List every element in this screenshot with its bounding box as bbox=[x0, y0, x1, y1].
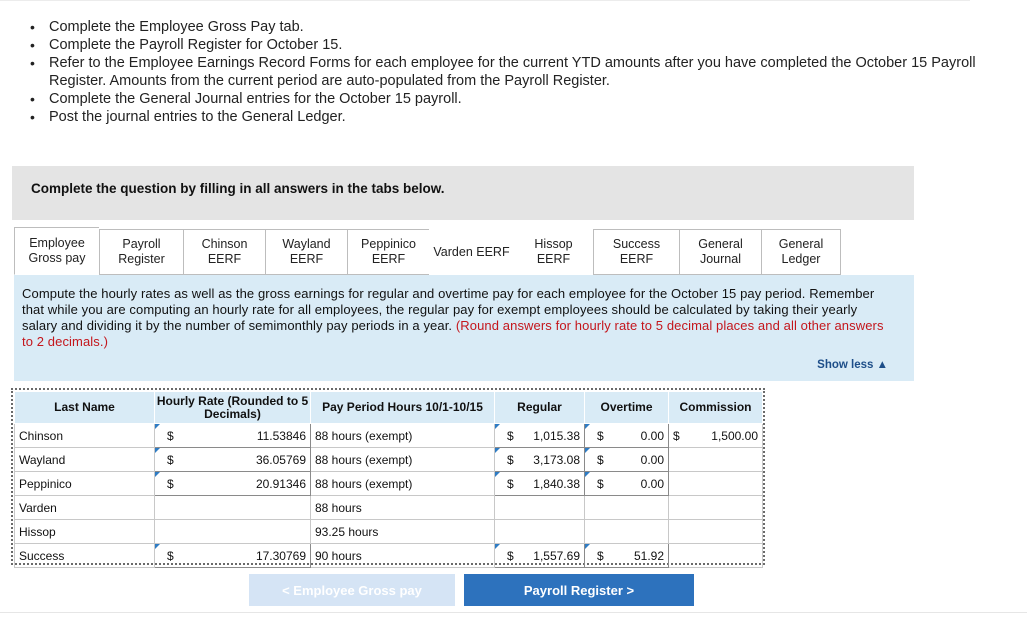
commission-cell bbox=[669, 424, 763, 448]
banner-text: Complete the question by filling in all answers in the tabs below. bbox=[31, 181, 445, 196]
instruction-item: • Post the journal entries to the General Ledger. bbox=[28, 108, 988, 126]
hourly-rate-input[interactable] bbox=[155, 424, 311, 448]
tab-hissop-eerf[interactable]: Hissop EERF bbox=[514, 229, 593, 275]
currency-symbol: $ bbox=[673, 429, 680, 443]
hourly-rate-input[interactable] bbox=[155, 520, 311, 544]
regular-input[interactable] bbox=[495, 544, 585, 568]
overtime-input[interactable] bbox=[585, 520, 669, 544]
table-row bbox=[15, 544, 763, 568]
instructions-list bbox=[28, 18, 988, 126]
hours-cell: 88 hours (exempt) bbox=[311, 448, 495, 472]
table-row bbox=[15, 520, 763, 544]
currency-symbol: $ bbox=[597, 477, 604, 491]
overtime-input[interactable] bbox=[585, 544, 669, 568]
currency-symbol: $ bbox=[507, 477, 514, 491]
table-row bbox=[15, 448, 763, 472]
last-name-cell: Peppinico bbox=[15, 472, 155, 496]
hourly-rate-value: 20.91346 bbox=[255, 476, 306, 491]
rounding-note: (Round answers for hourly rate to 5 decimal places and all other answers to 2 decimals.) bbox=[22, 318, 884, 349]
overtime-input[interactable] bbox=[585, 472, 669, 496]
tab-general-ledger[interactable]: General Ledger bbox=[761, 229, 841, 275]
instruction-item: • Complete the Employee Gross Pay tab. bbox=[28, 18, 988, 36]
tab-varden-eerf[interactable]: Varden EERF bbox=[429, 229, 514, 275]
last-name-cell: Wayland bbox=[15, 448, 155, 472]
tab-peppinico-eerf[interactable]: Peppinico EERF bbox=[347, 229, 429, 275]
prompt-text bbox=[22, 286, 892, 350]
header-overtime: Overtime bbox=[585, 392, 669, 424]
header-regular: Regular bbox=[495, 392, 585, 424]
table-row bbox=[15, 496, 763, 520]
hourly-rate-input[interactable] bbox=[155, 448, 311, 472]
commission-cell bbox=[669, 544, 763, 568]
commission-value: 1,500.00 bbox=[711, 428, 758, 443]
commission-cell bbox=[669, 448, 763, 472]
regular-value: 1,015.38 bbox=[533, 428, 580, 443]
hourly-rate-value: 11.53846 bbox=[256, 428, 306, 443]
regular-input[interactable] bbox=[495, 424, 585, 448]
overtime-value: 51.92 bbox=[633, 548, 664, 563]
question-banner bbox=[12, 166, 914, 220]
currency-symbol: $ bbox=[507, 429, 514, 443]
regular-input[interactable] bbox=[495, 520, 585, 544]
currency-symbol: $ bbox=[167, 453, 174, 467]
prompt-body: Compute the hourly rates as well as the gross earnings for regular and overtime pay for each employee for the October 15 pay period. Remember that while you are computing an hourly rate for all employees, the regular pay for exempt employees should be calculated by taking their yearly salary and dividing it by the number of semimonthly pay periods in a year. bbox=[22, 286, 875, 333]
overtime-value: 0.00 bbox=[640, 452, 664, 467]
overtime-input[interactable] bbox=[585, 448, 669, 472]
next-tab-button[interactable]: Payroll Register > bbox=[464, 574, 694, 606]
header-pay-period-hours: Pay Period Hours 10/1-10/15 bbox=[311, 392, 495, 424]
regular-value: 3,173.08 bbox=[533, 452, 580, 467]
hourly-rate-value: 17.30769 bbox=[255, 548, 306, 563]
tab-success-eerf[interactable]: Success EERF bbox=[593, 229, 679, 275]
currency-symbol: $ bbox=[597, 549, 604, 563]
currency-symbol: $ bbox=[597, 429, 604, 443]
currency-symbol: $ bbox=[597, 453, 604, 467]
gross-pay-table bbox=[14, 391, 763, 568]
header-commission: Commission bbox=[669, 392, 763, 424]
hours-cell: 88 hours (exempt) bbox=[311, 424, 495, 448]
hours-cell: 93.25 hours bbox=[311, 520, 495, 544]
currency-symbol: $ bbox=[167, 477, 174, 491]
show-less-link[interactable]: Show less ▲ bbox=[817, 359, 888, 371]
tab-employee-gross-pay[interactable]: Employee Gross pay bbox=[14, 227, 99, 275]
regular-input[interactable] bbox=[495, 448, 585, 472]
overtime-value: 0.00 bbox=[640, 476, 664, 491]
tab-wayland-eerf[interactable]: Wayland EERF bbox=[265, 229, 347, 275]
last-name-cell: Success bbox=[15, 544, 155, 568]
top-divider bbox=[0, 0, 970, 1]
commission-cell bbox=[669, 520, 763, 544]
commission-cell bbox=[669, 496, 763, 520]
tab-chinson-eerf[interactable]: Chinson EERF bbox=[183, 229, 265, 275]
regular-input[interactable] bbox=[495, 496, 585, 520]
instruction-item: • Complete the Payroll Register for October 15. bbox=[28, 36, 988, 54]
header-hourly-rate: Hourly Rate (Rounded to 5 Decimals) bbox=[155, 392, 311, 424]
prev-tab-button[interactable]: < Employee Gross pay bbox=[249, 574, 455, 606]
hourly-rate-input[interactable] bbox=[155, 544, 311, 568]
currency-symbol: $ bbox=[167, 429, 174, 443]
table-row bbox=[15, 424, 763, 448]
overtime-input[interactable] bbox=[585, 424, 669, 448]
regular-input[interactable] bbox=[495, 472, 585, 496]
hours-cell: 88 hours (exempt) bbox=[311, 472, 495, 496]
hours-cell: 90 hours bbox=[311, 544, 495, 568]
hourly-rate-input[interactable] bbox=[155, 496, 311, 520]
hourly-rate-input[interactable] bbox=[155, 472, 311, 496]
instruction-item: • Complete the General Journal entries for the October 15 payroll. bbox=[28, 90, 988, 108]
commission-cell bbox=[669, 472, 763, 496]
currency-symbol: $ bbox=[167, 549, 174, 563]
last-name-cell: Chinson bbox=[15, 424, 155, 448]
tab-payroll-register[interactable]: Payroll Register bbox=[99, 229, 183, 275]
gross-pay-grid bbox=[11, 388, 765, 565]
currency-symbol: $ bbox=[507, 453, 514, 467]
currency-symbol: $ bbox=[507, 549, 514, 563]
last-name-cell: Varden bbox=[15, 496, 155, 520]
tab-bar bbox=[14, 227, 841, 275]
instructions-panel bbox=[14, 275, 914, 381]
last-name-cell: Hissop bbox=[15, 520, 155, 544]
instruction-item: • Refer to the Employee Earnings Record Forms for each employee for the current YTD amounts after you have completed the October 15 Payroll Register. Amounts from the current period are auto-populated from the Payroll Register. bbox=[28, 54, 988, 90]
table-row bbox=[15, 472, 763, 496]
bottom-divider bbox=[0, 612, 1027, 613]
hourly-rate-value: 36.05769 bbox=[255, 452, 306, 467]
overtime-value: 0.00 bbox=[640, 428, 664, 443]
overtime-input[interactable] bbox=[585, 496, 669, 520]
regular-value: 1,557.69 bbox=[533, 548, 580, 563]
header-last-name: Last Name bbox=[15, 392, 155, 424]
regular-value: 1,840.38 bbox=[533, 476, 580, 491]
tab-general-journal[interactable]: General Journal bbox=[679, 229, 761, 275]
hours-cell: 88 hours bbox=[311, 496, 495, 520]
